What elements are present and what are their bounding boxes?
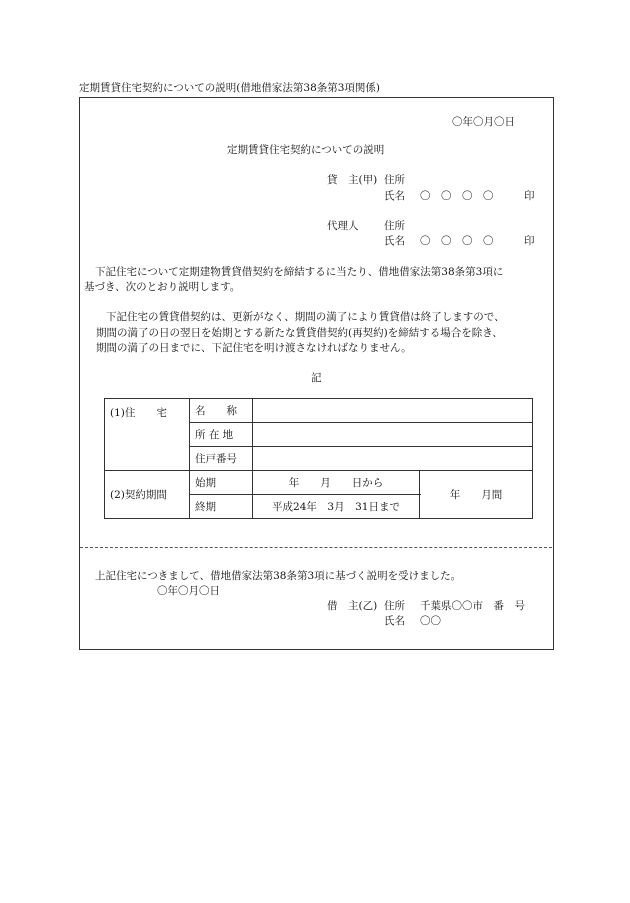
agent-name-value: 〇 〇 〇 〇 [420, 235, 494, 247]
housing-label: (1)住 宅 [105, 399, 190, 471]
agent-role: 代理人 [327, 220, 359, 232]
duration-value: 年 月間 [420, 471, 533, 519]
name-label: 名 称 [190, 399, 253, 423]
agent-seal: 印 [524, 235, 535, 247]
housing-contract-table [104, 398, 533, 519]
end-value: 平成24年 3月 31日まで [253, 495, 420, 519]
lessor-role: 貸 主(甲) [327, 174, 378, 186]
contract-period-label: (2)契約期間 [105, 471, 190, 519]
start-label: 始期 [190, 471, 253, 495]
lessee-name-label: 氏名 [384, 615, 405, 627]
lessee-address-value: 千葉県〇〇市 番 号 [420, 600, 525, 612]
lessor-seal: 印 [524, 190, 535, 202]
lessee-role: 借 主(乙) [327, 600, 378, 612]
lessor-name-label: 氏名 [384, 190, 405, 202]
unit-number-cell [253, 447, 533, 471]
document-title: 定期賃貸住宅契約についての説明 [227, 144, 385, 156]
paragraph-1-line-1: 下記住宅について定期建物賃貸借契約を締結するに当たり、借地借家法第38条第3項に [95, 266, 504, 278]
unit-number-label: 住戸番号 [190, 447, 253, 471]
lessor-address-label: 住所 [384, 174, 405, 186]
receipt-date: 〇年〇月〇日 [157, 585, 220, 597]
document-caption: 定期賃貸住宅契約についての説明(借地借家法第38条第3項関係) [79, 82, 381, 94]
paragraph-2-line-2: 期間の満了の日の翌日を始期とする新たな賃貸借契約(再契約)を締結する場合を除き、 [96, 327, 503, 339]
lessee-address-label: 住所 [384, 600, 405, 612]
lessee-name-value: 〇〇 [420, 615, 441, 627]
lessor-name-value: 〇 〇 〇 〇 [420, 190, 494, 202]
location-label: 所 在 地 [190, 423, 253, 447]
start-value: 年 月 日から [253, 471, 420, 495]
paragraph-2-line-3: 期間の満了の日までに、下記住宅を明け渡さなければなりません。 [96, 342, 412, 354]
agent-name-label: 氏名 [384, 235, 405, 247]
paragraph-2-line-1: 下記住宅の賃貸借契約は、更新がなく、期間の満了により賃貸借は終了しますので、 [106, 311, 505, 323]
receipt-statement: 上記住宅につきまして、借地借家法第38条第3項に基づく説明を受けました。 [95, 570, 462, 582]
location-cell [253, 423, 533, 447]
paragraph-1-line-2: 基づき、次のとおり説明します。 [84, 281, 241, 293]
name-cell [253, 399, 533, 423]
agent-address-label: 住所 [384, 220, 405, 232]
cut-line [80, 547, 552, 548]
issue-date: 〇年〇月〇日 [452, 116, 515, 128]
ki-heading: 記 [311, 372, 322, 384]
end-label: 終期 [190, 495, 253, 519]
